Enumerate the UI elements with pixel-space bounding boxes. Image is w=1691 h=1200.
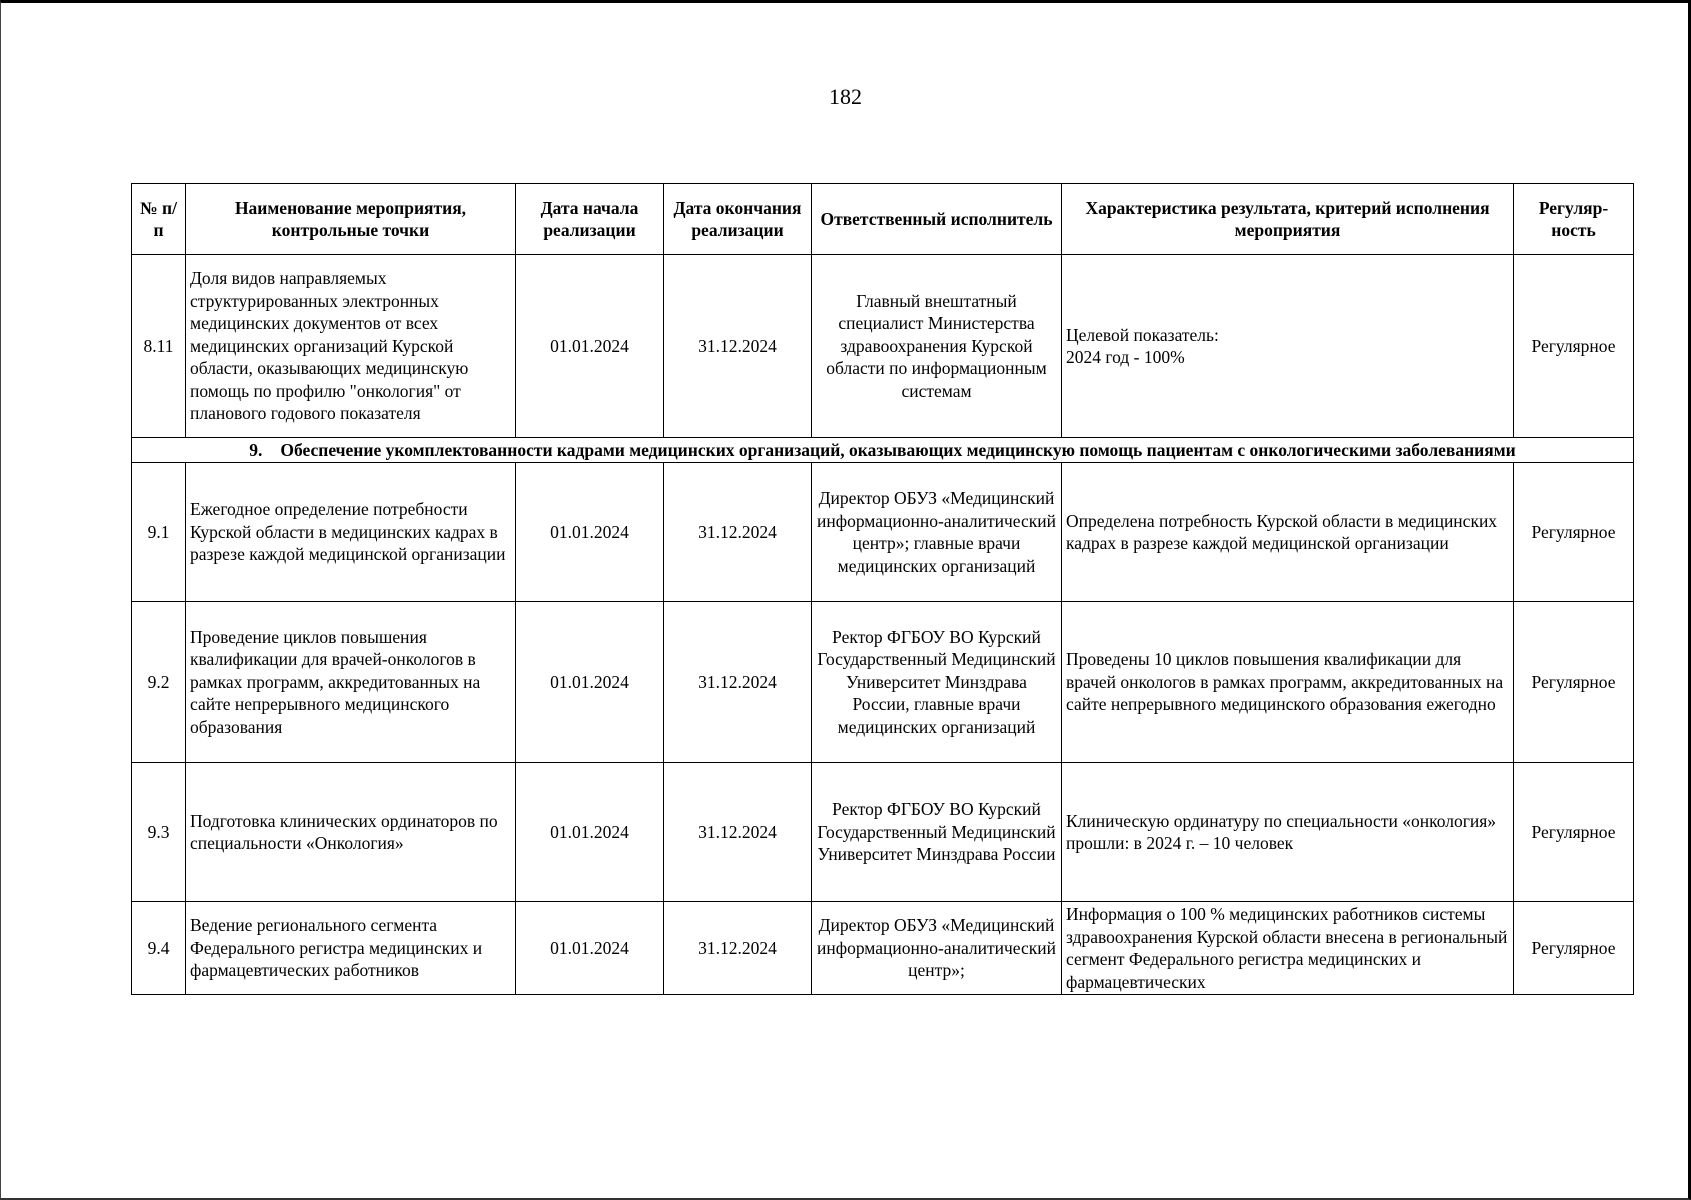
header-end-date: Дата окончания реализации: [664, 184, 812, 255]
row-num: 9.1: [132, 463, 186, 602]
row-responsible: Директор ОБУЗ «Медицинский информационно-аналитический центр»; главные врачи медицинских организаций: [812, 463, 1062, 602]
row-num: 9.2: [132, 602, 186, 763]
row-end-date: 31.12.2024: [664, 902, 812, 995]
table-row: [132, 902, 1634, 995]
row-responsible: Директор ОБУЗ «Медицинский информационно-аналитический центр»;: [812, 902, 1062, 995]
row-start-date: 01.01.2024: [516, 602, 664, 763]
section-heading-row: [132, 438, 1634, 463]
table-row: [132, 602, 1634, 763]
row-start-date: 01.01.2024: [516, 763, 664, 902]
table-row: [132, 763, 1634, 902]
row-result: Информация о 100 % медицинских работников системы здравоохранения Курской области внесена в региональный сегмент Федерального регистра медицинских и фармацевтических: [1062, 902, 1514, 995]
header-num: № п/п: [132, 184, 186, 255]
row-num: 9.3: [132, 763, 186, 902]
header-responsible: Ответственный исполнитель: [812, 184, 1062, 255]
row-name: Проведение циклов повышения квалификации для врачей-онкологов в рамках программ, аккредитованных на сайте непрерывного медицинского образования: [186, 602, 516, 763]
row-name: Ведение регионального сегмента Федерального регистра медицинских и фармацевтических работников: [186, 902, 516, 995]
row-result-line: 2024 год - 100%: [1066, 347, 1185, 367]
row-result: Определена потребность Курской области в медицинских кадрах в разрезе каждой медицинской организации: [1062, 463, 1514, 602]
row-name: Подготовка клинических ординаторов по специальности «Онкология»: [186, 763, 516, 902]
row-regularity: Регулярное: [1514, 463, 1634, 602]
row-start-date: 01.01.2024: [516, 902, 664, 995]
section-heading: [132, 438, 1634, 463]
page-number: 182: [829, 84, 862, 109]
row-regularity: Регулярное: [1514, 902, 1634, 995]
table-row: [132, 463, 1634, 602]
row-end-date: 31.12.2024: [664, 463, 812, 602]
row-start-date: 01.01.2024: [516, 463, 664, 602]
row-regularity: Регулярное: [1514, 763, 1634, 902]
row-start-date: 01.01.2024: [516, 255, 664, 438]
header-result: Характеристика результата, критерий исполнения мероприятия: [1062, 184, 1514, 255]
row-num: 8.11: [132, 255, 186, 438]
table-row: [132, 255, 1634, 438]
row-regularity: Регулярное: [1514, 255, 1634, 438]
row-end-date: 31.12.2024: [664, 602, 812, 763]
row-result: Клиническую ординатуру по специальности «онкология» прошли: в 2024 г. – 10 человек: [1062, 763, 1514, 902]
row-result: [1062, 255, 1514, 438]
row-responsible: Главный внештатный специалист Министерства здравоохранения Курской области по информационным системам: [812, 255, 1062, 438]
header-name: Наименование мероприятия, контрольные точки: [186, 184, 516, 255]
table-header-row: [132, 184, 1634, 255]
section-number: 9.: [249, 440, 263, 460]
row-regularity: Регулярное: [1514, 602, 1634, 763]
row-name: Ежегодное определение потребности Курской области в медицинских кадрах в разрезе каждой медицинской организации: [186, 463, 516, 602]
header-start-date: Дата начала реализации: [516, 184, 664, 255]
row-num: 9.4: [132, 902, 186, 995]
row-responsible: Ректор ФГБОУ ВО Курский Государственный Медицинский Университет Минздрава России, главные врачи медицинских организаций: [812, 602, 1062, 763]
activities-table: [131, 183, 1634, 995]
row-end-date: 31.12.2024: [664, 255, 812, 438]
row-result-line: Целевой показатель:: [1066, 324, 1219, 345]
header-regularity: Регуляр-ность: [1514, 184, 1634, 255]
row-result: Проведены 10 циклов повышения квалификации для врачей онкологов в рамках программ, аккредитованных на сайте непрерывного медицинского образования ежегодно: [1062, 602, 1514, 763]
row-end-date: 31.12.2024: [664, 763, 812, 902]
row-responsible: Ректор ФГБОУ ВО Курский Государственный Медицинский Университет Минздрава России: [812, 763, 1062, 902]
section-title: Обеспечение укомплектованности кадрами медицинских организаций, оказывающих медицинскую помощь пациентам с онкологическими заболеваниями: [280, 440, 1516, 460]
row-name: Доля видов направляемых структурированных электронных медицинских документов от всех медицинских организаций Курской области, оказывающих медицинскую помощь по профилю "онкология" от планового годового показателя: [186, 255, 516, 438]
